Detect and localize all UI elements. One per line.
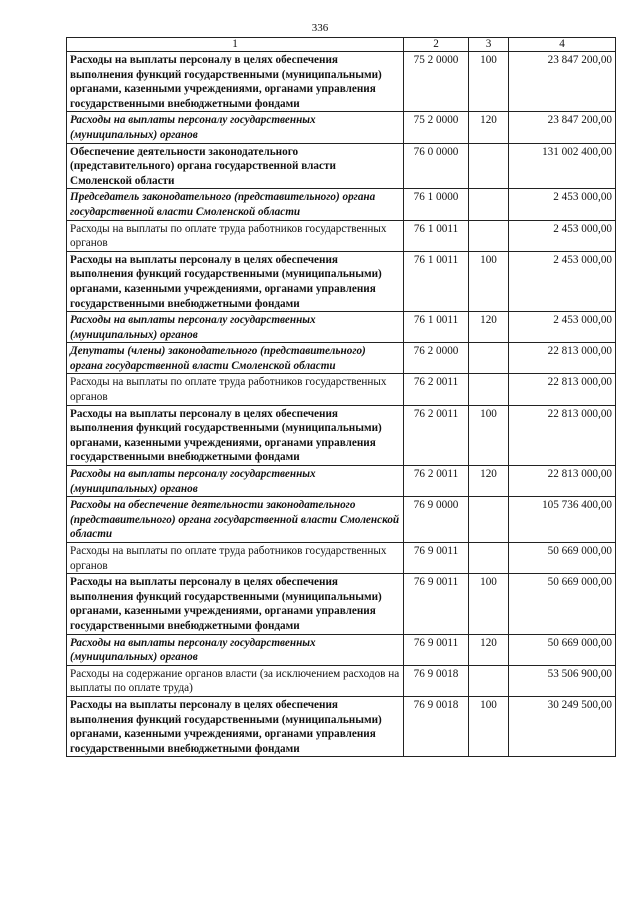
row-amount: 22 813 000,00 bbox=[509, 466, 616, 497]
table-row bbox=[67, 466, 616, 497]
row-name: Расходы на выплаты персоналу государственных (муниципальных) органов bbox=[67, 112, 404, 143]
row-amount: 131 002 400,00 bbox=[509, 143, 616, 189]
row-name: Расходы на выплаты по оплате труда работников государственных органов bbox=[67, 220, 404, 251]
row-name: Расходы на выплаты персоналу в целях обеспечения выполнения функций государственными (муниципальными) органами, казенными учреждениями, органами управления государственными внебюджетными фондами bbox=[67, 574, 404, 634]
table-row bbox=[67, 312, 616, 343]
row-name: Расходы на выплаты по оплате труда работников государственных органов bbox=[67, 374, 404, 405]
row-expense-type bbox=[469, 189, 509, 220]
row-amount: 22 813 000,00 bbox=[509, 374, 616, 405]
row-name: Расходы на выплаты персоналу в целях обеспечения выполнения функций государственными (муниципальными) органами, казенными учреждениями, органами управления государственными внебюджетными фондами bbox=[67, 52, 404, 112]
row-name: Председатель законодательного (представительного) органа государственной власти Смоленской области bbox=[67, 189, 404, 220]
row-amount: 22 813 000,00 bbox=[509, 343, 616, 374]
row-amount: 50 669 000,00 bbox=[509, 574, 616, 634]
table-row bbox=[67, 189, 616, 220]
row-code: 76 1 0011 bbox=[404, 220, 469, 251]
row-expense-type bbox=[469, 497, 509, 543]
table-row bbox=[67, 574, 616, 634]
row-amount: 22 813 000,00 bbox=[509, 405, 616, 465]
row-name: Расходы на выплаты персоналу в целях обеспечения выполнения функций государственными (муниципальными) органами, казенными учреждениями, органами управления государственными внебюджетными фондами bbox=[67, 696, 404, 756]
row-name: Расходы на выплаты персоналу в целях обеспечения выполнения функций государственными (муниципальными) органами, казенными учреждениями, органами управления государственными внебюджетными фондами bbox=[67, 251, 404, 311]
row-code: 76 9 0011 bbox=[404, 543, 469, 574]
table-row bbox=[67, 543, 616, 574]
row-name: Расходы на выплаты по оплате труда работников государственных органов bbox=[67, 543, 404, 574]
row-code: 76 9 0018 bbox=[404, 665, 469, 696]
row-name: Расходы на выплаты персоналу государственных (муниципальных) органов bbox=[67, 312, 404, 343]
budget-table bbox=[66, 37, 616, 757]
table-row bbox=[67, 497, 616, 543]
row-expense-type: 120 bbox=[469, 634, 509, 665]
row-code: 76 9 0011 bbox=[404, 574, 469, 634]
header-col-1: 1 bbox=[67, 38, 404, 52]
header-row bbox=[67, 38, 616, 52]
row-code: 76 1 0011 bbox=[404, 312, 469, 343]
row-amount: 30 249 500,00 bbox=[509, 696, 616, 756]
row-name: Обеспечение деятельности законодательного (представительного) органа государственной власти Смоленской области bbox=[67, 143, 404, 189]
row-expense-type: 120 bbox=[469, 466, 509, 497]
row-code: 76 2 0000 bbox=[404, 343, 469, 374]
header-col-2: 2 bbox=[404, 38, 469, 52]
row-expense-type: 100 bbox=[469, 52, 509, 112]
table-row bbox=[67, 665, 616, 696]
row-expense-type: 120 bbox=[469, 312, 509, 343]
row-amount: 2 453 000,00 bbox=[509, 220, 616, 251]
table-row bbox=[67, 405, 616, 465]
row-code: 76 2 0011 bbox=[404, 405, 469, 465]
table-row bbox=[67, 696, 616, 756]
row-code: 76 1 0000 bbox=[404, 189, 469, 220]
table-row bbox=[67, 143, 616, 189]
row-amount: 105 736 400,00 bbox=[509, 497, 616, 543]
row-code: 76 2 0011 bbox=[404, 374, 469, 405]
row-name: Расходы на выплаты персоналу государственных (муниципальных) органов bbox=[67, 466, 404, 497]
table-row bbox=[67, 343, 616, 374]
row-expense-type: 100 bbox=[469, 405, 509, 465]
row-expense-type bbox=[469, 220, 509, 251]
table-row bbox=[67, 634, 616, 665]
row-amount: 23 847 200,00 bbox=[509, 52, 616, 112]
table-header bbox=[67, 38, 616, 52]
row-code: 76 9 0011 bbox=[404, 634, 469, 665]
row-expense-type bbox=[469, 543, 509, 574]
table-row bbox=[67, 112, 616, 143]
row-expense-type bbox=[469, 665, 509, 696]
table-row bbox=[67, 220, 616, 251]
row-code: 75 2 0000 bbox=[404, 112, 469, 143]
table-row bbox=[67, 251, 616, 311]
row-name: Расходы на содержание органов власти (за исключением расходов на выплаты по оплате труда) bbox=[67, 665, 404, 696]
row-amount: 50 669 000,00 bbox=[509, 634, 616, 665]
row-expense-type: 100 bbox=[469, 696, 509, 756]
row-expense-type bbox=[469, 143, 509, 189]
table-row bbox=[67, 374, 616, 405]
row-amount: 50 669 000,00 bbox=[509, 543, 616, 574]
row-amount: 53 506 900,00 bbox=[509, 665, 616, 696]
row-name: Расходы на обеспечение деятельности законодательного (представительного) органа государственной власти Смоленской области bbox=[67, 497, 404, 543]
row-expense-type bbox=[469, 374, 509, 405]
row-name: Депутаты (члены) законодательного (представительного) органа государственной власти Смоленской области bbox=[67, 343, 404, 374]
row-expense-type: 100 bbox=[469, 251, 509, 311]
row-amount: 2 453 000,00 bbox=[509, 251, 616, 311]
row-code: 76 2 0011 bbox=[404, 466, 469, 497]
row-expense-type bbox=[469, 343, 509, 374]
table-body bbox=[67, 52, 616, 757]
row-amount: 23 847 200,00 bbox=[509, 112, 616, 143]
row-code: 76 1 0011 bbox=[404, 251, 469, 311]
row-expense-type: 120 bbox=[469, 112, 509, 143]
row-code: 76 0 0000 bbox=[404, 143, 469, 189]
row-code: 75 2 0000 bbox=[404, 52, 469, 112]
row-amount: 2 453 000,00 bbox=[509, 189, 616, 220]
page-number: 336 bbox=[311, 22, 329, 34]
row-name: Расходы на выплаты персоналу государственных (муниципальных) органов bbox=[67, 634, 404, 665]
row-name: Расходы на выплаты персоналу в целях обеспечения выполнения функций государственными (муниципальными) органами, казенными учреждениями, органами управления государственными внебюджетными фондами bbox=[67, 405, 404, 465]
header-col-4: 4 bbox=[509, 38, 616, 52]
header-col-3: 3 bbox=[469, 38, 509, 52]
row-amount: 2 453 000,00 bbox=[509, 312, 616, 343]
row-expense-type: 100 bbox=[469, 574, 509, 634]
table-row bbox=[67, 52, 616, 112]
row-code: 76 9 0018 bbox=[404, 696, 469, 756]
row-code: 76 9 0000 bbox=[404, 497, 469, 543]
